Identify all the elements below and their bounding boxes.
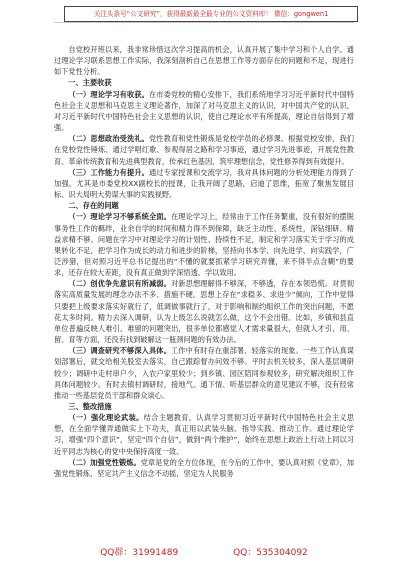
paragraph-lead: （一）强化理论武装。 [68, 413, 144, 423]
paragraph-text: 在理论学习上，经常由于工作任务繁重，没有很好的摆脱事务性工作的羁绊，业余自学的时间和精力得不到保障，缺乏主动性、系统性，深钻细研、精益求精不够。问题在学习中对理论学习的计划性、持续性不足，制定和学习落实关于学习的成果转化不足，把学习作为成长的动力和进步的阶梯，坚持向书本学、向先进学、向实践学，广泛涉猎，但对照习近平总书记提出的“不懂的就要抓紧学习研究弄懂，来不得半点含糊”的要求，还存在较大差距，没有真正做到学深悟透、学以致用。 [54, 212, 354, 278]
body-paragraph [54, 133, 354, 166]
footer-contacts [0, 546, 408, 560]
paragraph-lead: （二）创优争先意识有所减弱。 [68, 279, 171, 289]
paragraph-text: 对新思想理解得不够深，不够透，存在本领恐慌。对贯彻落实高质量发展的理念办法不多、措施不硬。思想上存在“求稳多、求进少”倾向，工作中觉得只要把上级要求落实好就行了，低调做事就行了，对于影响和制约组织工作的突出问题，不愿花太多时间。精力去深入调研，认为上级怎么说就怎么做，这个不会出错。比如，乡镇和县直单位普遍反映人难引、难留的问题突出，很多单位都感觉人才需求量很大，但就人才引，用、留、育等方面，还没有找到破解这一瓶颈问题的有效办法。 [54, 279, 354, 345]
footer-qq-group: QQ群：31991489 [100, 548, 179, 558]
body-paragraph [54, 89, 354, 134]
paragraph-lead: （三）工作能力有提升。 [68, 167, 149, 177]
promo-banner-text: 关注头条号“公文研究”，获得最新最全最专业的公文资料库！ 微信：gongwen1 [93, 10, 329, 18]
paragraph-text: 结合主题教育，认真学习贯彻习近平新时代中国特色社会主义思想，在全面学懂弄通做实上下功夫，真正用以武装头脑、指导实践、推动工作。通过理论学习，增强“四个意识”，坚定“四个自信”，做到“两个维护”，始终在思想上政治上行动上同以习近平同志为核心的党中央保持高度一致。 [54, 413, 354, 456]
section-heading: 三、整改措施 [68, 402, 112, 411]
section-heading: 一、主要收获 [68, 78, 112, 88]
paragraph-text: 党性教育和党性锻炼是党校学员的必修课。根据党校安排，我们在党校党性锤炼、通过学唱红歌、参观得居之路和学习事迹，通过学习先进事迹，开展党性教育、革命传统教育和先进典型教育，传承红色基因，筑牢理想信念，党性修养得到有效提升。 [54, 134, 354, 166]
paragraph-lead: （二）加强党性锻炼。 [68, 457, 141, 467]
document-body [54, 44, 354, 479]
paragraph-text: 自党校开班以来，我非常珍惜这次学习提高的机会，认真开展了集中学习和个人自学。通过理论学习联系思想工作实际，我深刻剖析自己在思想工作等方面存在的问题和不足，现进行如下党性分析。 [54, 45, 354, 77]
body-paragraph [54, 345, 354, 401]
body-paragraph [54, 457, 354, 479]
paragraph-lead: （三）调查研究不够深入具体。 [68, 346, 171, 356]
paragraph-text: 通过专家授课和交流学习，我对具体问题的分析处理能力得到了加强。尤其是市委党校XX副校长的授课，让我开阔了思路，启迪了思维，拓宽了聚焦发展目标、识大局明大势谋大事的实践视野。 [54, 167, 354, 200]
promo-banner [64, 6, 358, 22]
body-paragraph [54, 412, 354, 457]
paragraph-text: 在市委党校的精心安排下，我们系统地学习习近平新时代中国特色社会主义思想和马克思主义理论著作，加深了对马克思主义的认识，对中国共产党的认识，对习近平新时代中国特色社会主义思想的认识，使自己理论水平有所提高，理论自信得到了增强。 [54, 89, 354, 133]
paragraph-text: 工作中有时存在重部署、轻落实的现象。一些工作认真谋划部署后，就交给相关股室去落实，自己跟踪督办问效不够。平时去机关较多，深入基层调研较少；调研中走村串户少，入农户家里较少；到乡镇、园区陪同参观较多，研究解决组织工作具体问题较少。有时去镇村调研时，接地气、通下情、听基层群众的意见建议不够，没有经常推动一些基层党员干部和群众谈心。 [54, 346, 354, 400]
body-paragraph [54, 278, 354, 345]
paragraph-lead: （一）理论学习有收获。 [68, 89, 149, 99]
paragraph-lead: （一）理论学习不够系统全面。 [68, 212, 171, 222]
body-paragraph [54, 211, 354, 278]
paragraph-lead: （二）思想政治受洗礼。 [68, 134, 149, 144]
section-heading: 二、存在的问题 [68, 201, 119, 211]
paragraph-text: 党章是党的全方位体现，在今后的工作中，要认真对照《党章》，加强党性锻炼，坚定共产主义信念不动摇，坚定为人民服务 [54, 457, 354, 478]
footer-qq: QQ：535304092 [233, 548, 308, 558]
body-paragraph [54, 44, 354, 77]
body-paragraph [54, 167, 354, 200]
header-divider [54, 22, 354, 23]
